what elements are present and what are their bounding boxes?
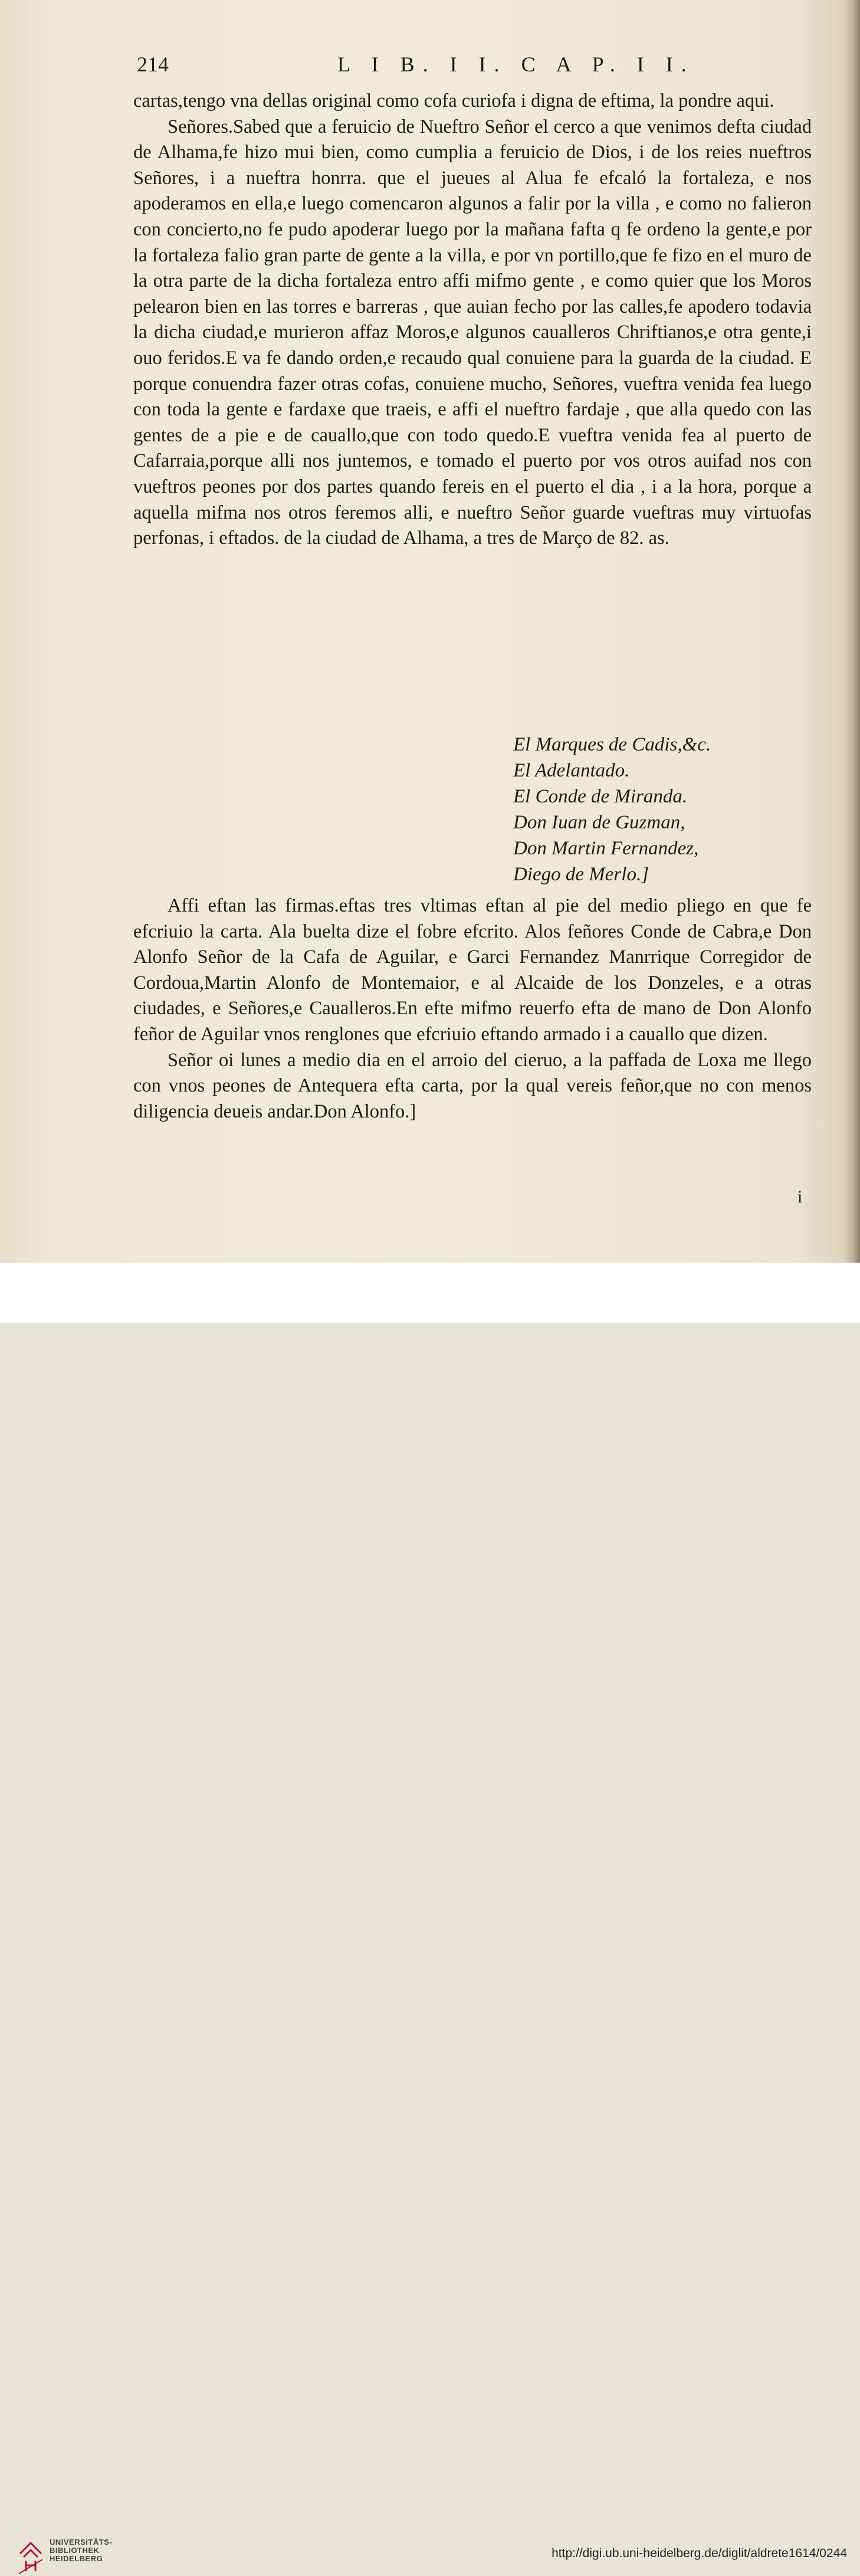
signature-line: El Marques de Cadis,&c.	[513, 734, 711, 755]
viewer-footer	[0, 1263, 860, 2563]
running-title: L I B. I I. C A P. I I.	[337, 53, 695, 76]
signature-line: Don Iuan de Guzman,	[513, 812, 685, 833]
signature-line: Don Martin Fernandez,	[513, 838, 699, 859]
library-name-line: HEIDELBERG	[50, 2554, 103, 2563]
library-name-line: BIBLIOTHEK	[50, 2546, 100, 2555]
signature-line: Diego de Merlo.]	[513, 864, 649, 885]
page-edge-shadow	[843, 0, 860, 1263]
book-page	[0, 0, 860, 1263]
paragraph-note: Señor oi lunes a medio dia en el arroio del cieruo, a la paffada de Loxa me llego con vnos peones de Antequera efta carta, por la qual vereis feñor,que no con menos diligencia deueis andar.Don Alonfo.]	[133, 1049, 812, 1122]
library-name-line: UNIVERSITÄTS-	[50, 2538, 113, 2546]
ub-heidelberg-logo-icon[interactable]	[18, 2530, 44, 2576]
signature-list	[513, 732, 761, 887]
signature-line: El Conde de Miranda.	[513, 786, 688, 807]
paragraph-continuation: cartas,tengo vna dellas original como cofa curiofa i digna de eftima, la pondre aqui.	[133, 90, 774, 112]
paragraph-letter: Señores.Sabed que a feruicio de Nueftro Señor el cerco a que venimos defta ciudad de Alhama,fe hizo mui bien, como cumplia a feruicio de Dios, i de los reies nueftros Señores, i a nueftra honrra. que el jueues al Alua fe efcaló la fortaleza, e nos apoderamos en ella,e luego comencaron algunos a falir por la villa , e como no falieron con concierto,no fe pudo apoderar luego por la mañana fafta q fe ordeno la gente,e por la fortaleza falio gran parte de gente a la villa, e por vn portillo,que fe fizo en el muro de la otra parte de la dicha fortaleza entro affi mifmo gente , e como quier que los Moros pelearon bien en las torres e barreras , que auian fecho por las calles,fe apodero todavia la dicha ciudad,e murieron affaz Moros,e algunos caualleros Chriftianos,e otra gente,i ouo feridos.E va fe dando orden,e recaudo qual conuiene para la guarda de la ciudad. E porque conuendra fazer otras cofas, conuiene mucho, Señores, vueftra venida fea luego con toda la gente e fardaxe que traeis, e affi el nueftro fardaje , que alla quedo con las gentes de a pie e de cauallo,que con todo quedo.E vueftra venida fea al puerto de Cafarraia,porque alli nos juntemos, e tomado el puerto por vos otros auifad nos con vueftros peones por dos partes quando fereis en el puerto el dia , i a la hora, porque a aquella mifma nos otros feremos alli, e nueftro Señor guarde vueftras muy virtuofas perfonas, i eftados. de la ciudad de Alhama, a tres de Março de 82. as.	[133, 116, 812, 549]
catchword: i	[797, 1187, 803, 1207]
signature-line: El Adelantado.	[513, 760, 630, 781]
letter-text	[133, 89, 812, 552]
running-head	[137, 52, 727, 87]
permalink-url[interactable]: http://digi.ub.uni-heidelberg.de/diglit/aldrete1614/0244	[552, 2546, 847, 2560]
commentary-text	[133, 893, 812, 1125]
page-number: 214	[137, 53, 169, 76]
library-name[interactable]	[50, 2538, 112, 2563]
paragraph-commentary: Affi eftan las firmas.eftas tres vltimas eftan al pie del medio pliego en que fe efcriuio la carta. Ala buelta dize el fobre efcrito. Alos feñores Conde de Cabra,e Don Alonfo Señor de la Cafa de Aguilar, e Garci Fernandez Manrrique Corregidor de Cordoua,Martin Alonfo de Montemaior, e al Alcaide de los Donzeles, e a otras ciudades, e Señores,e Caualleros.En efte mifmo reuerfo efta de mano de Don Alonfo feñor de Aguilar vnos renglones que efcriuio eftando armado i a cauallo que dizen.	[133, 895, 812, 1045]
